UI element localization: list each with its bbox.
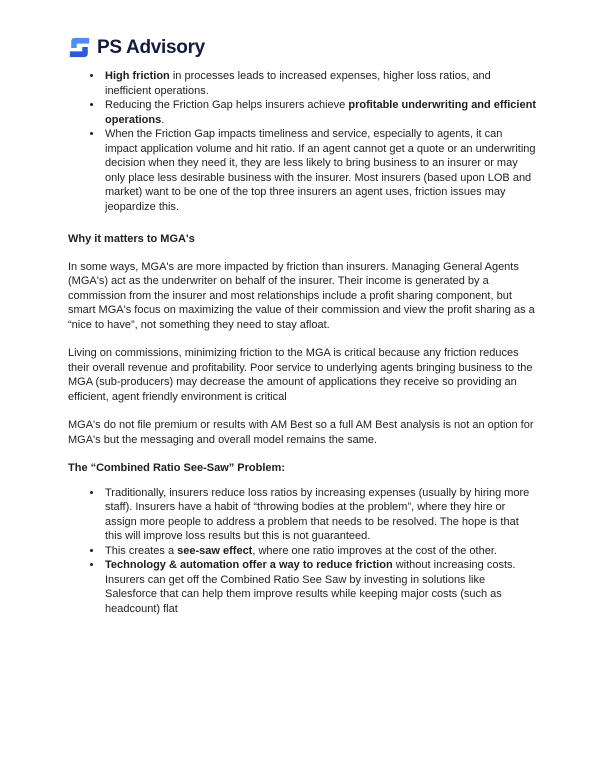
- paragraph-mga-2: Living on commissions, minimizing friction to the MGA is critical because any friction reduces their overall revenue and profitability. Poor service to underlying agents bringing business to the MGA (sub-producers) may decrease the amount of applications they receive so providing an efficient, agent friendly environment is critical: [68, 347, 533, 403]
- bold-text-run: Technology & automation offer a way to reduce friction: [105, 559, 393, 571]
- logo-text: PS Advisory: [97, 37, 205, 58]
- list-item: [103, 544, 536, 559]
- document-body: [68, 69, 536, 616]
- list-item: [103, 127, 536, 214]
- text-run: , where one ratio improves at the cost of the other.: [252, 544, 497, 557]
- seesaw-bullet-list: [68, 486, 536, 617]
- bold-text-run: see-saw effect: [177, 544, 253, 557]
- section-heading-mga: Why it matters to MGA's: [68, 233, 195, 245]
- text-run: When the Friction Gap impacts timeliness and service, especially to agents, it can impact application volume and hit ratio. If an agent cannot get a quote or an underwriting decision when they need it, they are less likely to bring business to an insurer or may only place less desirable business with the insurer. Most insurers (based upon LOB and market) want to be one of the top three insurers an agent uses, friction issues may jeopardize this.: [105, 128, 536, 213]
- section-heading-seesaw: The “Combined Ratio See-Saw” Problem:: [68, 462, 285, 474]
- text-run: without increasing costs. Insurers can get off the Combined Ratio See Saw by investing in solutions like Salesforce that can help them improve results while keeping major costs (such as headcount) flat: [105, 559, 516, 615]
- bold-text-run: profitable underwriting and efficient operations: [105, 99, 536, 126]
- list-item: [103, 558, 536, 616]
- logo: [68, 33, 536, 61]
- text-run: Traditionally, insurers reduce loss ratios by increasing expenses (usually by hiring more staff). Insurers have a habit of “throwing bodies at the problem”, where they hire or assign more people to address a problem that needs to be resolved. The hope is that this will improve loss results but this is not guaranteed.: [105, 486, 530, 542]
- list-item: [103, 69, 536, 98]
- text-run: .: [161, 113, 165, 126]
- paragraph-mga-1: In some ways, MGA's are more impacted by friction than insurers. Managing General Agents (MGA's) act as the underwriter on behalf of the insurer. Their income is generated by a commission from the insurer and most relationships include a profit sharing component, but smart MGA's focus on maximizing the value of their commission and view the profit sharing as a “nice to have”, not something they need to stay afloat.: [68, 260, 535, 331]
- text-run: Reducing the Friction Gap helps insurers achieve: [105, 99, 349, 111]
- ps-advisory-logo-icon: [68, 36, 91, 59]
- list-item: [103, 486, 536, 544]
- bold-text-run: High friction: [105, 70, 170, 82]
- text-run: in processes leads to increased expenses, higher loss ratios, and inefficient operations.: [105, 70, 491, 97]
- text-run: This creates a: [105, 544, 178, 557]
- intro-bullet-list: [68, 69, 536, 214]
- list-item: [103, 98, 536, 127]
- paragraph-mga-3: MGA's do not file premium or results with AM Best so a full AM Best analysis is not an option for MGA's but the messaging and overall model remains the same.: [68, 419, 534, 446]
